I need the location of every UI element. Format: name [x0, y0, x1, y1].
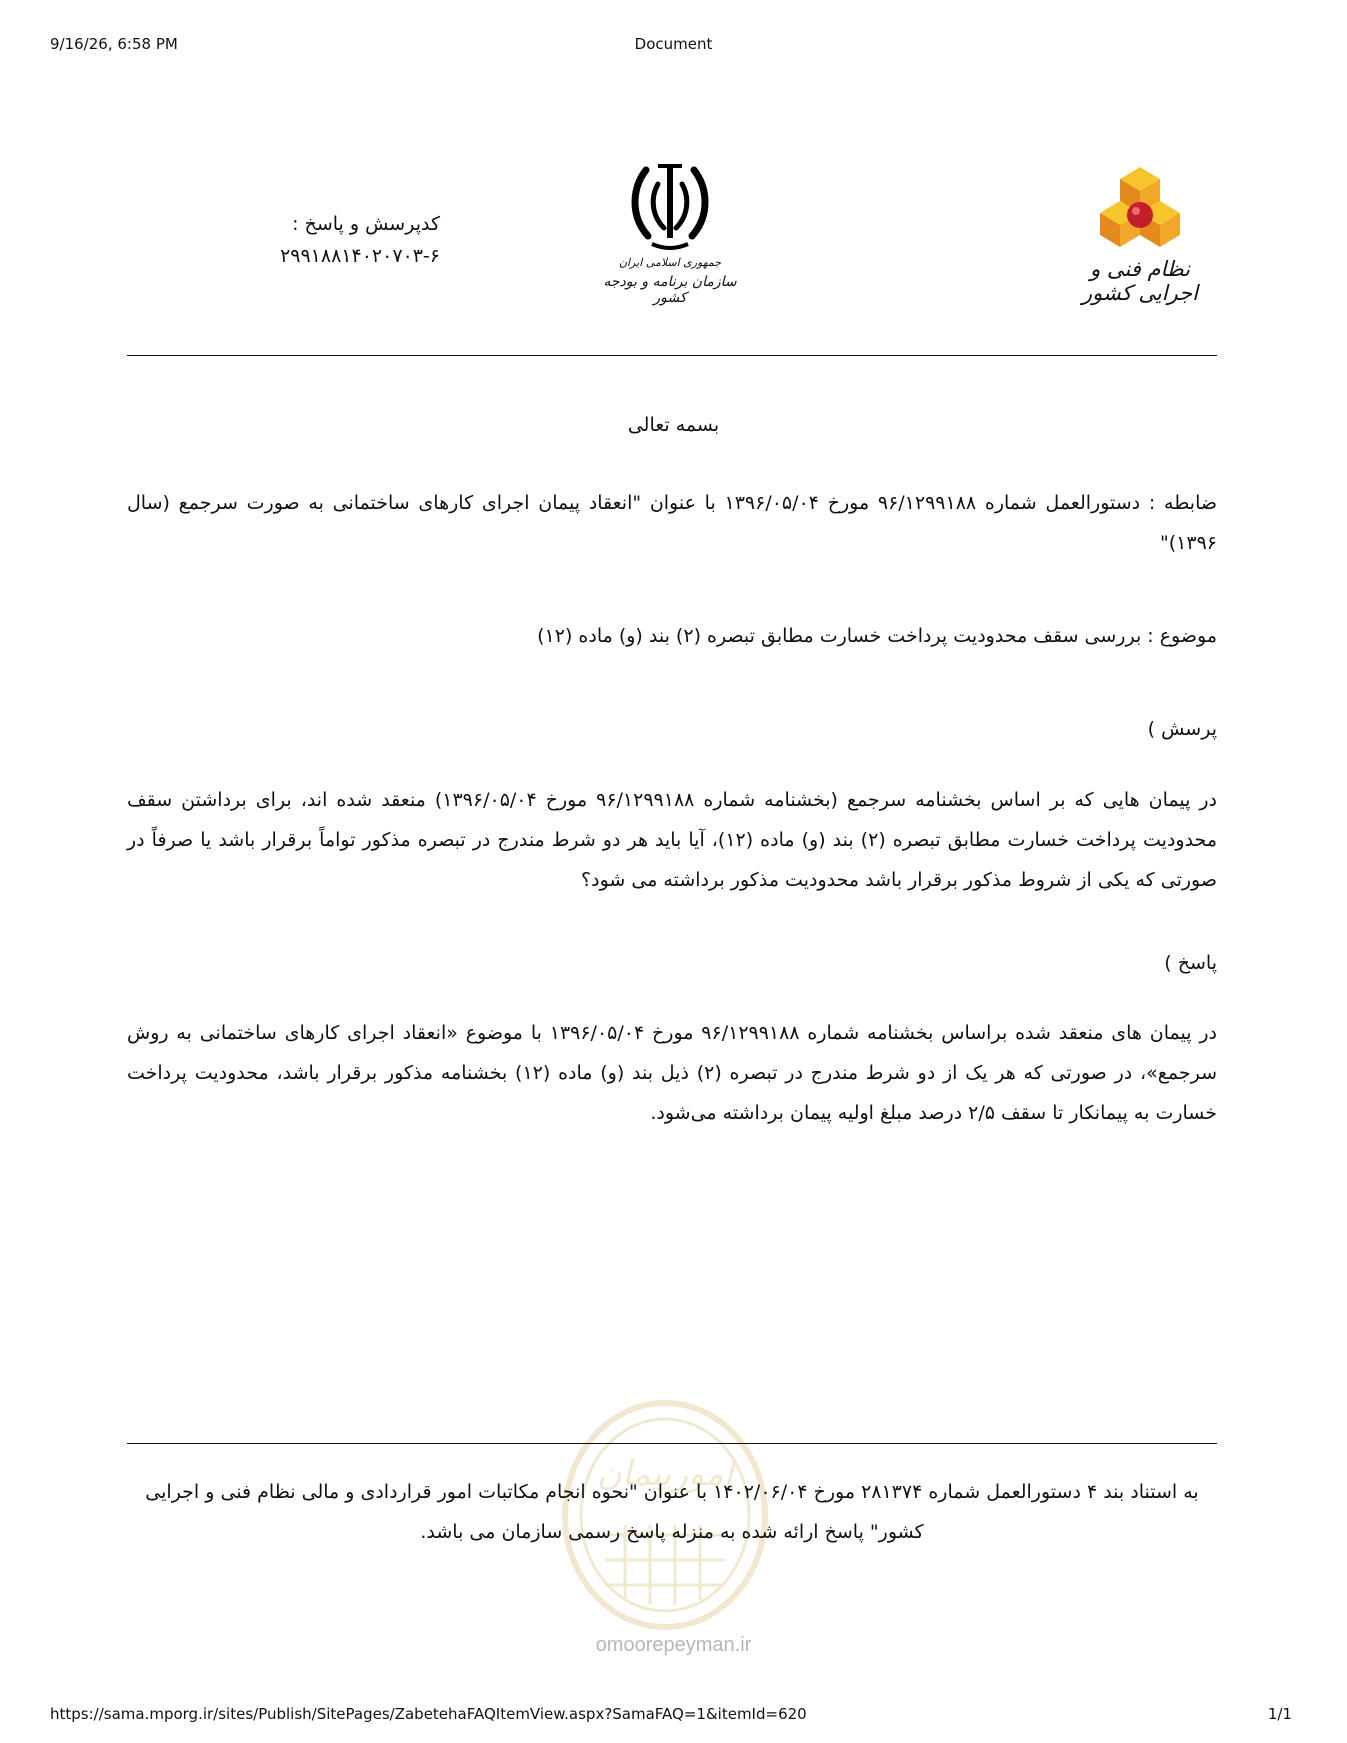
answer-heading: پاسخ ) [1164, 952, 1217, 974]
nezam-fanni-logo [1060, 165, 1220, 305]
watermark-site: omoorepeyman.ir [595, 1634, 752, 1656]
page-number: 1/1 [1267, 1705, 1292, 1723]
page-url-link[interactable]: https://sama.mporg.ir/sites/Publish/SitePages/ZabetehaFAQItemView.aspx?SamaFAQ=1&itemId=620 [50, 1705, 807, 1723]
header-divider [127, 355, 1217, 356]
logo-caption: نظام فنی و اجرایی کشور [1082, 257, 1198, 305]
footer-divider [127, 1443, 1217, 1444]
answer-text: در پیمان های منعقد شده براساس بخشنامه شماره ۹۶/۱۲۹۹۱۸۸ مورخ ۱۳۹۶/۰۵/۰۴ با موضوع «انعقاد اجرای کارهای ساختمانی به روش سرجمع»، در صورتی که هر یک از دو شرط مندرج در تبصره (۲) ذیل بند (و) ماده (۱۲) بخشنامه مذکور برقرار باشد، محدودیت پرداخت خسارت به پیمانکار تا سقف ۲/۵ درصد مبلغ اولیه پیمان برداشته می‌شود. [127, 1022, 1218, 1124]
question-heading: پرسش ) [1147, 718, 1217, 740]
faq-code-block [240, 208, 440, 272]
iran-emblem-icon [600, 160, 740, 255]
print-document-title: Document [634, 35, 713, 53]
iran-emblem-seal [600, 160, 740, 310]
faq-code-value: ۲۹۹۱۸۸۱۴۰۲۰۷۰۳-۶ [280, 245, 440, 267]
faq-code-label: کدپرسش و پاسخ : [292, 213, 440, 235]
print-datetime: 9/16/26, 6:58 PM [50, 35, 178, 53]
emblem-organization-text: سازمان برنامه و بودجه کشور [603, 274, 737, 306]
subject-line: موضوع : بررسی سقف محدودیت پرداخت خسارت مطابق تبصره (۲) بند (و) ماده (۱۲) [537, 625, 1217, 647]
official-response-note: به استناد بند ۴ دستورالعمل شماره ۲۸۱۳۷۴ مورخ ۱۴۰۲/۰۶/۰۴ با عنوان "نحوه انجام مکاتبات امور قراردادی و مالی نظام فنی و اجرایی کشور" پاسخ ارائه شده به منزله پاسخ رسمی سازمان می باشد. [145, 1481, 1199, 1543]
regulation-reference: ضابطه : دستورالعمل شماره ۹۶/۱۲۹۹۱۸۸ مورخ ۱۳۹۶/۰۵/۰۴ با عنوان "انعقاد پیمان اجرای کارهای ساختمانی به صورت سرجمع (سال ۱۳۹۶)" [127, 492, 1218, 554]
basmala: بسمه تعالی [627, 414, 720, 436]
watermark-text: امورپیمان [596, 1454, 734, 1494]
emblem-country-text: جمهوری اسلامی ایران [618, 256, 722, 269]
cubes-logo-icon [1060, 165, 1220, 257]
question-text: در پیمان هایی که بر اساس بخشنامه سرجمع (بخشنامه شماره ۹۶/۱۲۹۹۱۸۸ مورخ ۱۳۹۶/۰۵/۰۴) منعقد شده اند، برای برداشتن سقف محدودیت پرداخت خسارت مطابق تبصره (۲) بند (و) ماده (۱۲)، آیا باید هر دو شرط مندرج در تبصره مذکور تواماً برقرار باشد یا صرفاً در صورتی که یکی از شروط مذکور برقرار باشد محدودیت مذکور برداشته می شود؟ [127, 789, 1217, 891]
